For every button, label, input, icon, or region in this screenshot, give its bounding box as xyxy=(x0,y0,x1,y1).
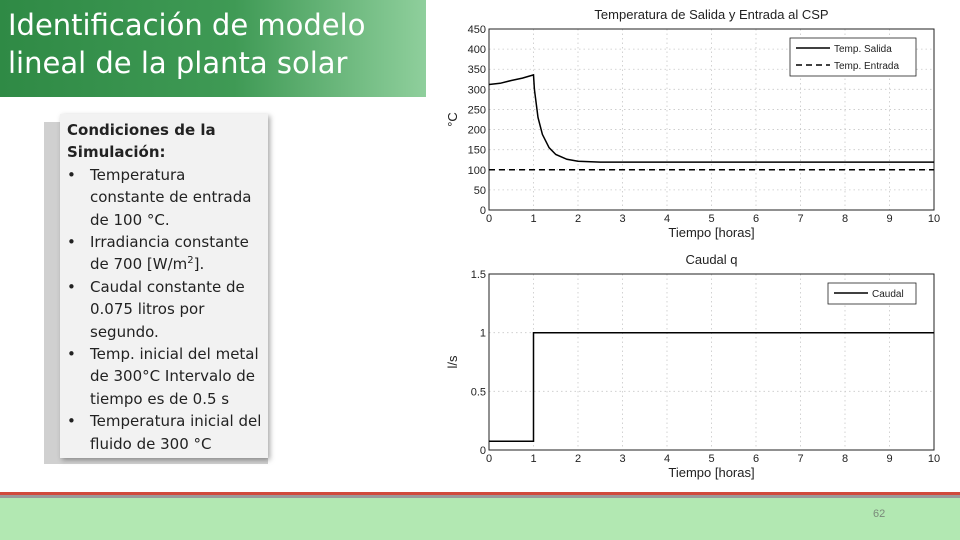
footer-band xyxy=(0,498,960,540)
conditions-heading: Condiciones de la Simulación: xyxy=(67,121,216,162)
y-tick-label: 300 xyxy=(467,84,486,97)
x-tick-label: 8 xyxy=(841,213,849,225)
chart-title: Caudal q xyxy=(685,252,738,267)
y-tick-label: 0 xyxy=(479,445,486,457)
x-tick-label: 8 xyxy=(841,453,849,465)
x-tick-label: 4 xyxy=(663,213,671,225)
x-tick-label: 0 xyxy=(485,453,493,465)
x-tick-label: 5 xyxy=(708,453,715,465)
y-tick-label: 0.5 xyxy=(470,386,486,399)
slide-title: Identificación de modelo lineal de la planta solar xyxy=(8,8,366,80)
x-tick-label: 10 xyxy=(927,213,941,225)
legend-label: Caudal xyxy=(872,289,904,300)
y-tick-label: 100 xyxy=(467,164,486,177)
y-tick-label: 1 xyxy=(479,327,486,340)
conditions-card xyxy=(60,114,268,458)
y-tick-label: 200 xyxy=(467,124,486,137)
x-tick-label: 3 xyxy=(619,213,626,225)
edge-mark xyxy=(952,0,960,90)
chart-title: Temperatura de Salida y Entrada al CSP xyxy=(594,7,829,22)
x-tick-label: 5 xyxy=(708,213,715,225)
x-axis-label: Tiempo [horas] xyxy=(668,225,755,240)
y-tick-label: 0 xyxy=(479,205,486,217)
y-tick-label: 350 xyxy=(467,64,486,77)
x-tick-label: 6 xyxy=(752,213,760,225)
x-tick-label: 7 xyxy=(797,213,804,225)
x-tick-label: 3 xyxy=(619,453,626,465)
condition-item: • Caudal constante de 0.075 litros por segundo. xyxy=(67,276,263,343)
charts-area xyxy=(430,0,960,495)
x-axis-label: Tiempo [horas] xyxy=(668,465,755,480)
y-tick-label: 1.5 xyxy=(470,269,486,281)
y-tick-label: 50 xyxy=(473,184,486,197)
condition-item: • Temperatura constante de entrada de 100 °C. xyxy=(67,164,263,231)
x-tick-label: 4 xyxy=(663,453,671,465)
y-axis-label: °C xyxy=(445,112,460,127)
x-tick-label: 2 xyxy=(574,213,582,225)
x-tick-label: 1 xyxy=(530,213,537,225)
x-tick-label: 2 xyxy=(574,453,582,465)
y-tick-label: 150 xyxy=(467,144,486,157)
x-tick-label: 1 xyxy=(530,453,537,465)
x-tick-label: 0 xyxy=(485,213,493,225)
exponent: 2 xyxy=(187,255,194,267)
y-tick-label: 400 xyxy=(467,44,486,57)
x-tick-label: 9 xyxy=(886,453,893,465)
y-axis-label: l/s xyxy=(445,355,460,369)
condition-item: • Temp. inicial del metal de 300°C Intervalo de tiempo es de 0.5 s xyxy=(67,343,263,410)
page-number: 62 xyxy=(873,508,886,520)
y-tick-label: 450 xyxy=(467,24,486,36)
x-tick-label: 6 xyxy=(752,453,760,465)
condition-item: • Temperatura inicial del fluido de 300 °C xyxy=(67,410,263,455)
y-tick-label: 250 xyxy=(467,104,486,117)
condition-item: • Irradiancia constante de 700 $[W/m^2]$. xyxy=(67,231,263,276)
x-tick-label: 9 xyxy=(886,213,893,225)
conditions-list xyxy=(67,164,263,455)
x-tick-label: 7 xyxy=(797,453,804,465)
x-tick-label: 10 xyxy=(927,453,941,465)
title-band xyxy=(0,0,426,97)
legend-label: Temp. Salida xyxy=(834,44,892,55)
legend-label: Temp. Entrada xyxy=(834,61,900,72)
